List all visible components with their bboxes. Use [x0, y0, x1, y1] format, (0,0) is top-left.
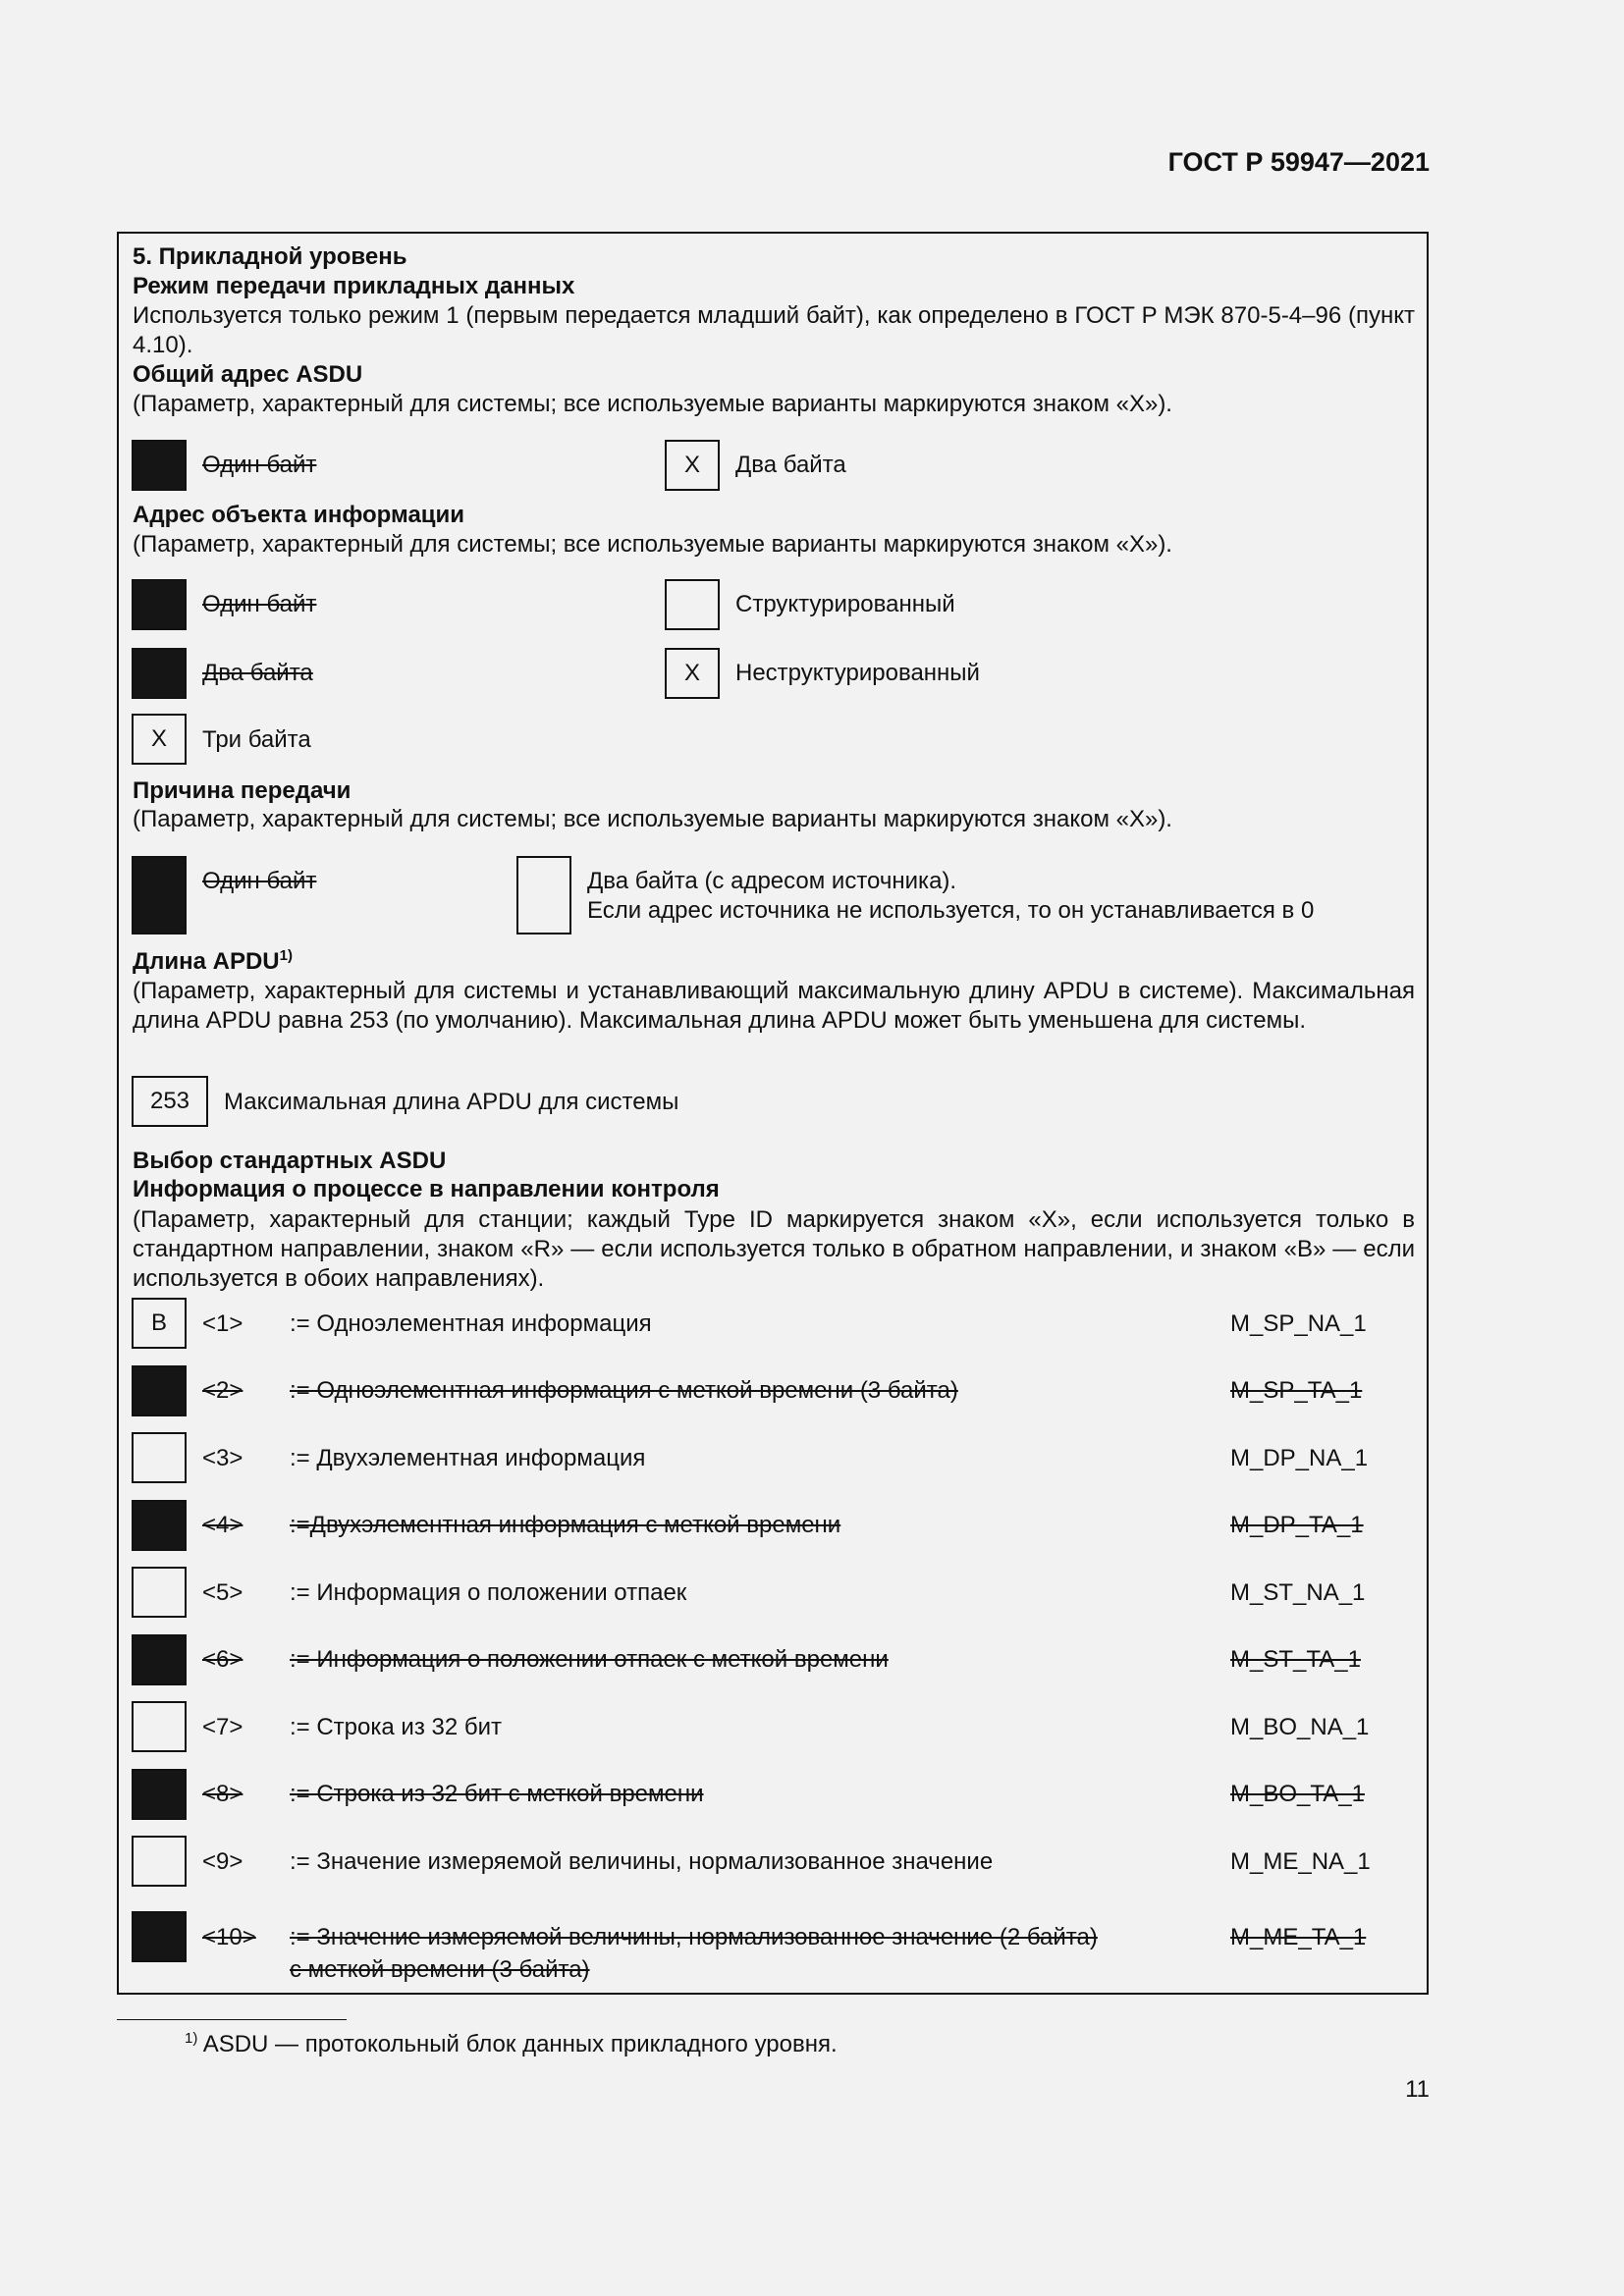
apdu-note: (Параметр, характерный для системы и устанавливающий максимальную длину APDU в системе). Максимальная длина APDU равна 253 (по умолчанию). Максимальная длина APDU может быть уменьшена для системы.	[133, 978, 1415, 1034]
transfer-mode-heading: Режим передачи прикладных данных	[133, 273, 575, 299]
asdu-row-desc: :=Двухэлементная информация с меткой времени	[290, 1512, 841, 1538]
asdu-note: (Параметр, характерный для станции; каждый Type ID маркируется знаком «X», если используется только в стандартном направлении, знаком «R» — если используется только в обратном направлении, и знаком «B» — если используется в обоих направлениях).	[133, 1206, 1415, 1292]
label-cot-two-bytes-line1: Два байта (с адресом источника).	[587, 868, 957, 894]
asdu-row-desc: := Значение измеряемой величины, нормализованное значение (2 байта)	[290, 1924, 1098, 1950]
asdu-row-code: M_ME_NA_1	[1230, 1848, 1371, 1875]
footnote-text: ASDU — протокольный блок данных прикладного уровня.	[202, 2031, 838, 2057]
checkbox-ioa-two-bytes[interactable]	[132, 648, 187, 699]
asdu-row-desc: := Строка из 32 бит	[290, 1714, 502, 1740]
checkbox-common-one-byte[interactable]	[132, 440, 187, 491]
checkbox-ioa-structured[interactable]	[665, 579, 720, 630]
asdu-row-desc: := Информация о положении отпаек	[290, 1579, 687, 1606]
footnote-marker: 1)	[185, 2030, 198, 2047]
document-number: ГОСТ Р 59947—2021	[1167, 147, 1430, 177]
checkbox-cot-one-byte[interactable]	[132, 856, 187, 934]
asdu-row-desc-line2: с меткой времени (3 байта)	[290, 1956, 590, 1983]
asdu-row-mark[interactable]	[132, 1634, 187, 1685]
asdu-row-id: <5>	[202, 1579, 244, 1606]
asdu-row-code: M_ST_NA_1	[1230, 1579, 1366, 1606]
asdu-row-desc: := Строка из 32 бит с меткой времени	[290, 1781, 704, 1807]
apdu-value-label: Максимальная длина APDU для системы	[224, 1089, 679, 1115]
asdu-row-id: <9>	[202, 1848, 244, 1875]
asdu-row-code: M_BO_NA_1	[1230, 1714, 1370, 1740]
asdu-row-mark[interactable]	[132, 1836, 187, 1887]
checkbox-ioa-three-bytes[interactable]: X	[132, 714, 187, 765]
ioa-heading: Адрес объекта информации	[133, 502, 465, 528]
asdu-row-code: M_SP_TA_1	[1230, 1377, 1363, 1404]
asdu-row-id: <6>	[202, 1646, 244, 1673]
asdu-row-desc: := Значение измеряемой величины, нормализованное значение	[290, 1848, 994, 1875]
section-title: 5. Прикладной уровень	[133, 243, 407, 270]
checkbox-ioa-one-byte[interactable]	[132, 579, 187, 630]
asdu-row-id: <8>	[202, 1781, 244, 1807]
asdu-row-code: M_ME_TA_1	[1230, 1924, 1367, 1950]
apdu-heading	[133, 947, 293, 976]
asdu-row-code: M_DP_TA_1	[1230, 1512, 1364, 1538]
asdu-row-mark[interactable]	[132, 1500, 187, 1551]
page-number: 11	[1405, 2076, 1430, 2103]
asdu-row-id: <3>	[202, 1445, 244, 1471]
label-cot-one-byte: Один байт	[202, 868, 317, 894]
label-ioa-two-bytes: Два байта	[202, 660, 313, 686]
footnote-divider	[117, 2019, 347, 2020]
label-ioa-one-byte: Один байт	[202, 591, 317, 617]
asdu-row-code: M_BO_TA_1	[1230, 1781, 1365, 1807]
label-ioa-structured: Структурированный	[735, 591, 955, 617]
label-cot-two-bytes-line2: Если адрес источника не используется, то он устанавливается в 0	[587, 897, 1315, 924]
apdu-heading-text: Длина APDU	[133, 948, 280, 975]
asdu-row-code: M_DP_NA_1	[1230, 1445, 1369, 1471]
asdu-row-mark[interactable]: B	[132, 1298, 187, 1349]
checkbox-common-two-bytes[interactable]: X	[665, 440, 720, 491]
asdu-row-mark[interactable]	[132, 1769, 187, 1820]
common-address-note: (Параметр, характерный для системы; все используемые варианты маркируются знаком «X»).	[133, 391, 1172, 417]
checkbox-cot-two-bytes[interactable]	[516, 856, 571, 934]
apdu-value-box[interactable]: 253	[132, 1076, 208, 1127]
asdu-row-desc: := Одноэлементная информация с меткой времени (3 байта)	[290, 1377, 958, 1404]
asdu-row-mark[interactable]	[132, 1365, 187, 1416]
asdu-row-mark[interactable]	[132, 1567, 187, 1618]
apdu-footnote-ref: 1)	[279, 947, 293, 964]
asdu-row-desc: := Одноэлементная информация	[290, 1310, 652, 1337]
asdu-subheading: Информация о процессе в направлении контроля	[133, 1176, 720, 1202]
asdu-row-id: <4>	[202, 1512, 244, 1538]
asdu-row-desc: := Двухэлементная информация	[290, 1445, 646, 1471]
checkbox-ioa-unstructured[interactable]: X	[665, 648, 720, 699]
label-common-one-byte: Один байт	[202, 452, 317, 478]
asdu-row-mark[interactable]	[132, 1701, 187, 1752]
asdu-row-id: <1>	[202, 1310, 244, 1337]
transfer-mode-text: Используется только режим 1 (первым передается младший байт), как определено в ГОСТ Р МЭК 870-5-4–96 (пункт 4.10).	[133, 302, 1415, 358]
cot-note: (Параметр, характерный для системы; все используемые варианты маркируются знаком «X»).	[133, 806, 1172, 832]
asdu-row-id: <2>	[202, 1377, 244, 1404]
footnote	[185, 2030, 838, 2058]
ioa-note: (Параметр, характерный для системы; все используемые варианты маркируются знаком «X»).	[133, 531, 1172, 558]
label-ioa-three-bytes: Три байта	[202, 726, 311, 753]
asdu-row-desc: := Информация о положении отпаек с меткой времени	[290, 1646, 889, 1673]
asdu-row-id: <10>	[202, 1924, 256, 1950]
label-common-two-bytes: Два байта	[735, 452, 846, 478]
asdu-row-id: <7>	[202, 1714, 244, 1740]
label-ioa-unstructured: Неструктурированный	[735, 660, 980, 686]
asdu-row-mark[interactable]	[132, 1432, 187, 1483]
asdu-row-code: M_ST_TA_1	[1230, 1646, 1361, 1673]
common-address-heading: Общий адрес ASDU	[133, 361, 363, 388]
asdu-heading: Выбор стандартных ASDU	[133, 1148, 447, 1174]
cot-heading: Причина передачи	[133, 777, 352, 804]
asdu-row-code: M_SP_NA_1	[1230, 1310, 1367, 1337]
asdu-row-mark[interactable]	[132, 1911, 187, 1962]
